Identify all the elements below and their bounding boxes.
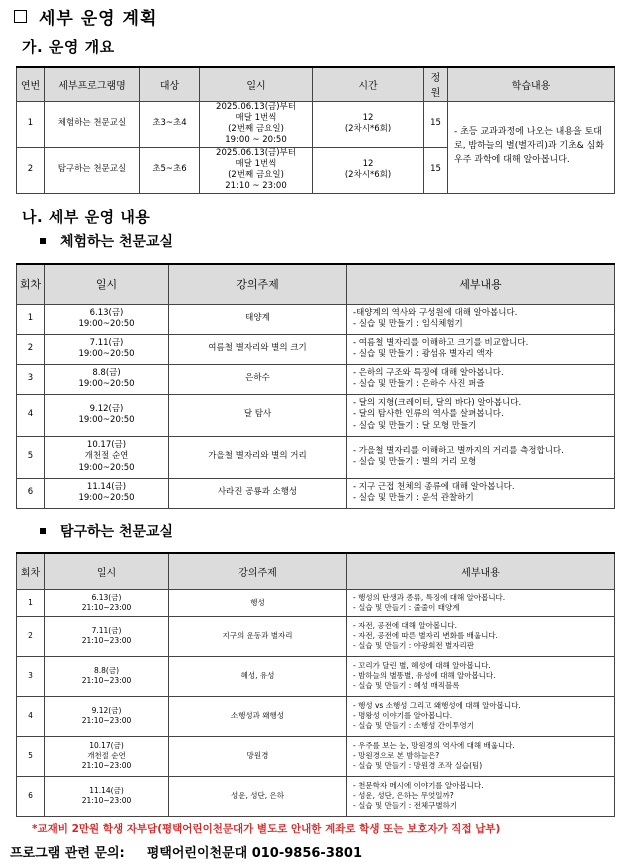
col-header-topic: 강의주제 <box>169 553 347 589</box>
detail-line: - 실습 및 만들기 : 망원경 조작 실습(팀) <box>353 760 483 770</box>
detail-line: - 실습 및 만들기 : 달 모형 만들기 <box>353 420 477 431</box>
row-no: 3 <box>17 364 45 394</box>
row-details <box>347 696 615 736</box>
row-topic: 혜성, 유성 <box>169 656 347 696</box>
class2-heading-text: 탐구하는 천문교실 <box>60 524 174 540</box>
detail-line: - 망원경으로 본 밤하늘은? <box>353 751 440 761</box>
detail-line: - 실습 및 만들기 : 소행성 간이투영기 <box>353 720 474 730</box>
row-capacity: 15 <box>424 101 448 147</box>
contact-label: 프로그램 관련 문의: <box>10 846 125 861</box>
detail-line: - 밤하늘의 별똥별, 유성에 대해 알아봅니다. <box>353 671 496 681</box>
time-line: 12 <box>362 158 374 169</box>
row-schedule <box>200 147 313 193</box>
row-details <box>347 616 615 656</box>
class1-table <box>16 263 615 509</box>
row-date <box>45 364 169 394</box>
date-line: 9.12(금) <box>91 706 122 716</box>
detail-line: - 실습 및 만들기 : 별의 거리 모형 <box>353 457 477 467</box>
detail-line: - 성운, 성단, 은하는 무엇일까? <box>353 791 454 801</box>
row-details <box>347 394 615 436</box>
detail-line: - 실습 및 만들기 : 전체구별하기 <box>353 800 458 810</box>
table-row <box>17 304 615 334</box>
col-header-time: 시간 <box>313 67 424 101</box>
detail-line: - 여름철 별자리를 이해하고 크기를 비교합니다. <box>353 337 529 348</box>
table-row <box>17 696 615 736</box>
class2-header-row <box>17 553 615 589</box>
row-no: 6 <box>17 478 45 508</box>
row-no: 1 <box>17 101 45 147</box>
title-text: 세부 운영 계획 <box>39 8 158 29</box>
table-row <box>17 436 615 478</box>
table-row <box>17 616 615 656</box>
detail-line: - 천문학자 메시에 이야기를 알아봅니다. <box>353 781 484 791</box>
detail-line: - 자전, 공전에 대해 알아봅니다. <box>353 621 457 631</box>
row-time <box>313 101 424 147</box>
schedule-line: 매달 1번씩 <box>235 158 277 169</box>
row-details <box>347 776 615 816</box>
date-line: 8.8(금) <box>93 666 120 676</box>
row-details <box>347 334 615 364</box>
overview-header-row <box>17 67 615 101</box>
row-date <box>45 616 169 656</box>
detail-line: - 꼬리가 달린 별, 혜성에 대해 알아봅니다. <box>353 661 491 671</box>
schedule-line: 2025.06.13(금)부터 <box>216 147 296 158</box>
row-topic: 가을철 별자리와 별의 거리 <box>169 436 347 478</box>
detail-line: - 실습 및 만들기 : 야광회전 별자리판 <box>353 640 474 650</box>
row-schedule <box>200 101 313 147</box>
row-date <box>45 589 169 616</box>
row-program: 체험하는 천문교실 <box>45 101 140 147</box>
table-row <box>17 736 615 776</box>
table-row <box>17 589 615 616</box>
col-header-no: 회차 <box>17 264 45 304</box>
contact-org-phone: 평택어린이천문대 010-9856-3801 <box>146 846 362 861</box>
date-line: 9.12(금) <box>89 403 124 414</box>
contact-line <box>10 842 362 861</box>
row-no: 2 <box>17 616 45 656</box>
date-line: 21:10~23:00 <box>81 716 132 725</box>
detail-line: - 달의 탐사한 인류의 역사를 살펴봅니다. <box>353 409 504 420</box>
date-line: 7.11(금) <box>89 337 124 348</box>
col-header-schedule: 일시 <box>200 67 313 101</box>
date-line: 19:00~20:50 <box>78 493 135 503</box>
date-line: 21:10~23:00 <box>81 796 132 805</box>
date-line: 10.17(금) <box>86 440 127 451</box>
date-line: 6.13(금) <box>89 307 124 318</box>
overview-table <box>16 66 615 194</box>
row-no: 5 <box>17 436 45 478</box>
row-date <box>45 696 169 736</box>
col-header-no: 회차 <box>17 553 45 589</box>
row-topic: 사라진 공룡과 소행성 <box>169 478 347 508</box>
date-line: 21:10~23:00 <box>81 636 132 645</box>
row-no: 3 <box>17 656 45 696</box>
row-no: 1 <box>17 304 45 334</box>
table-row <box>17 101 615 147</box>
date-line: 11.14(금) <box>89 786 124 796</box>
row-no: 4 <box>17 696 45 736</box>
detail-line: - 달의 지형(크레이터, 달의 바다) 알아봅니다. <box>353 398 522 409</box>
learning-content: - 초등 교과과정에 나오는 내용을 토대로, 밤하늘의 별(별자리)과 기초& 심화 우주 과학에 대해 알아봅니다. <box>448 101 615 193</box>
date-line: 11.14(금) <box>86 481 127 492</box>
detail-line: - 우주를 보는 눈, 망원경의 역사에 대해 배웁니다. <box>353 741 515 751</box>
row-topic: 여름철 별자리와 별의 크기 <box>169 334 347 364</box>
row-topic: 달 탐사 <box>169 394 347 436</box>
row-target: 초5~초6 <box>140 147 200 193</box>
date-line: 21:10~23:00 <box>81 760 132 770</box>
date-line: 8.8(금) <box>92 367 121 378</box>
schedule-line: 2025.06.13(금)부터 <box>216 101 296 112</box>
col-header-learning: 학습내용 <box>448 67 615 101</box>
detail-line: - 은하의 구조와 특징에 대해 알아봅니다. <box>353 367 504 378</box>
col-header-target: 대상 <box>140 67 200 101</box>
table-row <box>17 776 615 816</box>
date-line: 21:10~23:00 <box>81 676 132 685</box>
time-line: (2차시*6회) <box>344 170 392 180</box>
date-line: 21:10~23:00 <box>81 602 132 612</box>
col-header-date: 일시 <box>45 553 169 589</box>
row-program: 탐구하는 천문교실 <box>45 147 140 193</box>
detail-line: - 실습 및 만들기 : 혜성 매직블록 <box>353 680 460 690</box>
square-bullet-icon <box>40 528 46 534</box>
row-date <box>45 736 169 776</box>
row-date <box>45 436 169 478</box>
date-line: 19:00~20:50 <box>78 319 135 329</box>
row-date <box>45 478 169 508</box>
row-no: 6 <box>17 776 45 816</box>
row-no: 5 <box>17 736 45 776</box>
class2-heading <box>40 522 173 540</box>
row-no: 2 <box>17 334 45 364</box>
row-topic: 소행성과 왜행성 <box>169 696 347 736</box>
class1-header-row <box>17 264 615 304</box>
date-line: 개천절 순연 <box>87 751 126 761</box>
class1-heading-text: 체험하는 천문교실 <box>60 234 174 250</box>
class1-heading <box>40 232 173 250</box>
row-date <box>45 334 169 364</box>
schedule-line: 19:00 ~ 20:50 <box>225 135 287 146</box>
row-capacity: 15 <box>424 147 448 193</box>
schedule-line: (2번째 금요일) <box>228 170 284 180</box>
row-no: 1 <box>17 589 45 616</box>
row-no: 2 <box>17 147 45 193</box>
date-line: 19:00~20:50 <box>78 462 135 473</box>
row-date <box>45 656 169 696</box>
row-details <box>347 478 615 508</box>
schedule-line: 매달 1번씩 <box>235 112 277 123</box>
date-line: 10.17(금) <box>89 741 124 751</box>
time-line: (2차시*6회) <box>344 124 392 134</box>
row-target: 초3~초4 <box>140 101 200 147</box>
detail-line: - 실습 및 만들기 : 임식체험기 <box>353 319 463 329</box>
col-header-details: 세부내용 <box>347 264 615 304</box>
details-heading: 나. 세부 운영 내용 <box>22 208 151 226</box>
col-header-details: 세부내용 <box>347 553 615 589</box>
detail-line: - 지구 근접 천체의 종류에 대해 알아봅니다. <box>353 481 515 492</box>
table-row <box>17 478 615 508</box>
schedule-line: (2번째 금요일) <box>228 124 284 134</box>
table-row <box>17 394 615 436</box>
table-row <box>17 364 615 394</box>
row-date <box>45 394 169 436</box>
row-details <box>347 364 615 394</box>
schedule-line: 21:10 ~ 23:00 <box>225 181 287 192</box>
detail-line: - 실습 및 만들기 : 줄줄이 태양계 <box>353 602 460 612</box>
row-details <box>347 656 615 696</box>
detail-line: - 행성의 탄생과 종류, 특징에 대해 알아봅니다. <box>353 592 506 602</box>
checkbox-square-icon <box>14 10 27 23</box>
col-header-topic: 강의주제 <box>169 264 347 304</box>
detail-line: - 행성 vs 소행성 그리고 왜행성에 대해 알아봅니다. <box>353 701 521 711</box>
detail-line: - 실습 및 만들기 : 광섬유 별자리 액자 <box>353 349 493 359</box>
date-line: 개천절 순연 <box>84 451 129 462</box>
detail-line: - 가을철 별자리를 이해하고 별까지의 거리를 측정합니다. <box>353 445 564 456</box>
date-line: 19:00~20:50 <box>78 349 135 359</box>
row-details <box>347 736 615 776</box>
detail-line: - 실습 및 만들기 : 운석 관찰하기 <box>353 493 474 503</box>
row-topic: 지구의 운동과 별자리 <box>169 616 347 656</box>
square-bullet-icon <box>40 238 46 244</box>
row-topic: 성운, 성단, 은하 <box>169 776 347 816</box>
date-line: 7.11(금) <box>91 626 122 636</box>
page-title <box>14 4 157 28</box>
table-row <box>17 334 615 364</box>
row-details <box>347 589 615 616</box>
row-topic: 은하수 <box>169 364 347 394</box>
detail-line: - 자전, 공전에 따른 별자리 변화를 배웁니다. <box>353 631 498 641</box>
row-topic: 태양계 <box>169 304 347 334</box>
date-line: 19:00~20:50 <box>78 415 135 425</box>
row-date <box>45 304 169 334</box>
detail-line: -태양계의 역사와 구성원에 대해 알아봅니다. <box>353 307 518 318</box>
row-topic: 망원경 <box>169 736 347 776</box>
col-header-program: 세부프로그램명 <box>45 67 140 101</box>
detail-line: - 명왕성 이야기를 알아봅니다. <box>353 711 453 721</box>
detail-line: - 실습 및 만들기 : 은하수 사진 퍼즐 <box>353 379 485 389</box>
date-line: 19:00~20:50 <box>78 379 135 389</box>
date-line: 6.13(금) <box>91 592 122 602</box>
row-topic: 행성 <box>169 589 347 616</box>
table-row <box>17 656 615 696</box>
row-date <box>45 776 169 816</box>
fee-notice: *교재비 2만원 학생 자부담(평택어린이천문대가 별도로 안내한 계좌로 학생 또는 보호자가 직접 납부) <box>32 823 501 835</box>
col-header-capacity: 정원 <box>424 67 448 101</box>
row-details <box>347 304 615 334</box>
row-no: 4 <box>17 394 45 436</box>
time-line: 12 <box>362 112 374 123</box>
row-details <box>347 436 615 478</box>
col-header-no: 연번 <box>17 67 45 101</box>
class2-table <box>16 552 615 817</box>
overview-heading: 가. 운영 개요 <box>22 38 115 56</box>
col-header-date: 일시 <box>45 264 169 304</box>
row-time <box>313 147 424 193</box>
